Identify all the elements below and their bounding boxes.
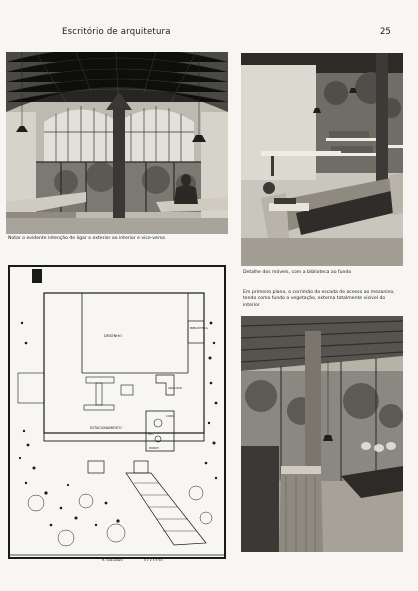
photo-furniture-detail bbox=[241, 53, 403, 266]
plan-label-right-room: BIBLIOTECA bbox=[190, 326, 208, 330]
page-header-title: Escritório de arquitetura bbox=[62, 27, 171, 37]
floor-plan-drawing bbox=[6, 263, 228, 563]
plan-label-small2: W.C. bbox=[148, 432, 155, 436]
floor-plan-image bbox=[6, 263, 228, 563]
plan-label-main-room: DESENHO bbox=[104, 334, 122, 338]
plan-label-mid-room: ARQUIVO bbox=[168, 386, 182, 390]
caption-photo-furniture-detail: Detalhe dos móveis, com a biblioteca ao fundo bbox=[243, 270, 352, 275]
caption-photo-mezzanine: Em primeiro plano, o corrimão da escada de acesso ao mezanino, tendo como fundo a vegetação, externa totalmente visível do interior bbox=[243, 290, 395, 308]
photo-vaulted-interior-image bbox=[6, 52, 228, 234]
photo-mezzanine-stair-image bbox=[241, 316, 403, 552]
plan-scale-bar: 0 1 2 3 4 5m bbox=[144, 558, 164, 562]
plan-label-street: R. SALGADO bbox=[102, 558, 124, 562]
plan-label-small3: PORCH bbox=[149, 446, 159, 450]
plan-label-hall: ESTACIONAMENTO bbox=[90, 426, 122, 430]
photo-mezzanine-stair bbox=[241, 316, 403, 552]
plan-label-small1: COPA bbox=[166, 414, 174, 418]
photo-furniture-detail-image bbox=[241, 53, 403, 266]
page-number: 25 bbox=[380, 27, 391, 37]
caption-photo-vaulted-interior: Notar o evidente intenção de ligar o exterior ao interior e vice-versa bbox=[8, 236, 165, 241]
photo-vaulted-interior bbox=[6, 52, 228, 234]
